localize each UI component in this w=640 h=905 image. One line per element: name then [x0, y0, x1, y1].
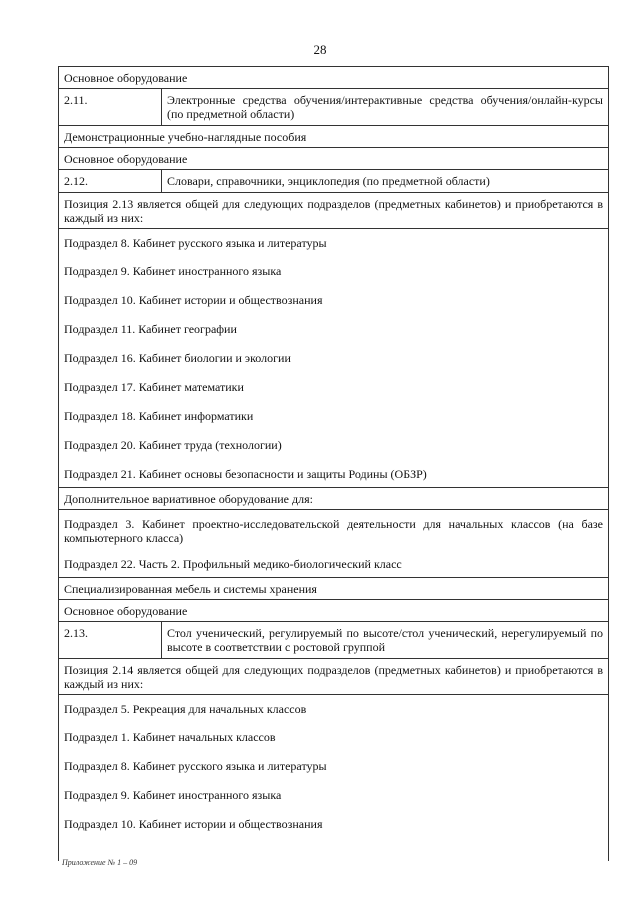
section-header: Демонстрационные учебно-наглядные пособия: [58, 125, 609, 147]
row-number: 2.12.: [59, 170, 162, 192]
table-row: [58, 169, 609, 192]
position-note: Позиция 2.14 является общей для следующих подразделов (предметных кабинетов) и приобретаются в каждый из них:: [58, 658, 609, 694]
subsection-item: Подраздел 3. Кабинет проектно-исследовательской деятельности для начальных классов (на базе компьютерного класса): [58, 509, 609, 548]
table-row: [58, 621, 609, 658]
subsection-item: Подраздел 16. Кабинет биологии и экологии: [58, 340, 609, 369]
subsection-item: Подраздел 1. Кабинет начальных классов: [58, 719, 609, 748]
section-header: Основное оборудование: [58, 147, 609, 169]
subsection-item: Подраздел 20. Кабинет труда (технологии): [58, 427, 609, 456]
subsection-item: Подраздел 5. Рекреация для начальных классов: [58, 694, 609, 719]
subsection-item: Подраздел 9. Кабинет иностранного языка: [58, 777, 609, 806]
subsection-item: Подраздел 17. Кабинет математики: [58, 369, 609, 398]
row-text: Словари, справочники, энциклопедия (по предметной области): [167, 174, 490, 188]
section-header: Дополнительное вариативное оборудование для:: [58, 487, 609, 509]
subsection-item: Подраздел 21. Кабинет основы безопасности и защиты Родины (ОБЗР): [58, 456, 609, 487]
table-row: [58, 88, 609, 125]
row-number: 2.11.: [59, 89, 162, 125]
row-text: Стол ученический, регулируемый по высоте/стол ученический, нерегулируемый по высоте в соответствии с ростовой группой: [167, 626, 603, 654]
page-number: 28: [313, 42, 327, 57]
subsection-item: Подраздел 9. Кабинет иностранного языка: [58, 253, 609, 282]
subsection-item: Подраздел 10. Кабинет истории и обществознания: [58, 282, 609, 311]
section-header: Основное оборудование: [58, 599, 609, 621]
row-number: 2.13.: [59, 622, 162, 658]
subsection-item: Подраздел 11. Кабинет географии: [58, 311, 609, 340]
subsection-item: Подраздел 8. Кабинет русского языка и литературы: [58, 748, 609, 777]
equipment-table: [58, 66, 609, 861]
subsection-item: Подраздел 8. Кабинет русского языка и литературы: [58, 228, 609, 253]
subsection-item: Подраздел 22. Часть 2. Профильный медико-биологический класс: [58, 548, 609, 577]
position-note: Позиция 2.13 является общей для следующих подразделов (предметных кабинетов) и приобретаются в каждый из них:: [58, 192, 609, 228]
subsection-item: Подраздел 10. Кабинет истории и обществознания: [58, 806, 609, 861]
subsection-item: Подраздел 18. Кабинет информатики: [58, 398, 609, 427]
section-header: Основное оборудование: [58, 66, 609, 88]
section-header: Специализированная мебель и системы хранения: [58, 577, 609, 599]
footer-annex-label: Приложение № 1 – 09: [62, 858, 138, 867]
row-text: Электронные средства обучения/интерактивные средства обучения/онлайн-курсы (по предметной области): [167, 93, 603, 121]
